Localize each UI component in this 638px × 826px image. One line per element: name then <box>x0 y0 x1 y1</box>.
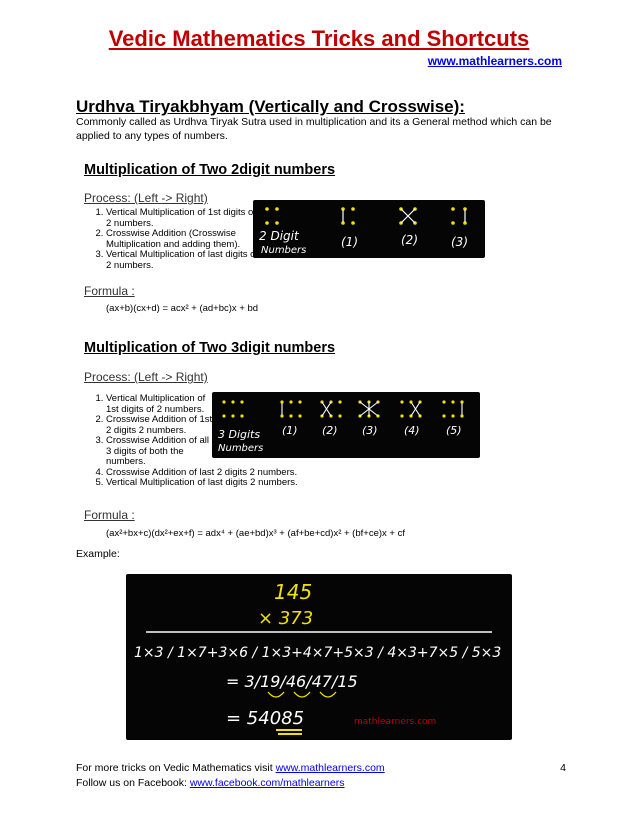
pattern-1 <box>280 400 301 417</box>
example-board <box>126 574 512 740</box>
example-watermark: mathlearners.com <box>354 717 437 727</box>
pattern-5 <box>442 400 463 417</box>
footer-text: Follow us on Facebook: <box>76 777 190 789</box>
two-digit-heading: Multiplication of Two 2digit numbers <box>84 162 336 178</box>
three-digit-heading: Multiplication of Two 3digit numbers <box>84 340 336 356</box>
result-underline <box>276 730 302 734</box>
step-label: (2) <box>322 424 338 437</box>
footer-line-2 <box>76 777 344 789</box>
section-heading: Urdhva Tiryakbhyam (Vertically and Crosswise): <box>76 97 465 116</box>
footer-text: For more tricks on Vedic Mathematics visit <box>76 762 276 774</box>
diagram-caption-2: Numbers <box>261 245 307 256</box>
step-item: 3. Vertical Multiplication of last digits of 2 numbers. <box>106 250 259 271</box>
footer-facebook-link[interactable]: www.facebook.com/mathlearners <box>189 777 345 789</box>
two-digit-diagram <box>253 200 485 258</box>
diagram-caption-2: Numbers <box>218 443 264 454</box>
step-label: (4) <box>404 424 420 437</box>
example-partials: = 3/19/46/47/15 <box>226 672 358 691</box>
pattern-1 <box>341 207 355 225</box>
example-multiplier: × 373 <box>258 608 314 629</box>
step-label: (1) <box>341 235 358 249</box>
diagram-caption-1: 2 Digit <box>259 229 299 243</box>
pattern-4 <box>400 400 421 417</box>
step-label: (5) <box>446 424 462 437</box>
two-digit-process-label: Process: (Left -> Right) <box>84 191 208 205</box>
example-expansion: 1×3 / 1×7+3×6 / 1×3+4×7+5×3 / 4×3+7×5 / 5×3 <box>134 645 502 661</box>
dots-pair-0 <box>265 207 279 225</box>
footer-line-1 <box>76 762 385 774</box>
three-digit-formula-label: Formula : <box>84 508 135 522</box>
step-item: 5. Vertical Multiplication of last digits 2 numbers. <box>106 478 334 489</box>
step-label: (2) <box>401 233 418 247</box>
three-digit-formula: (ax²+bx+c)(dx²+ex+f) = adx⁴ + (ae+bd)x³ + (af+be+cd)x² + (bf+ce)x + cf <box>106 528 405 539</box>
two-digit-steps <box>84 208 259 271</box>
diagram-caption-1: 3 Digits <box>218 428 261 441</box>
step-item: 4. Crosswise Addition of last 2 digits 2 numbers. <box>106 468 334 479</box>
three-digit-process-label: Process: (Left -> Right) <box>84 370 208 384</box>
step-label: (1) <box>282 424 298 437</box>
footer-website-link[interactable]: www.mathlearners.com <box>275 762 385 774</box>
step-label: (3) <box>451 235 468 249</box>
document-title: Vedic Mathematics Tricks and Shortcuts <box>108 26 530 51</box>
three-digit-diagram <box>212 392 480 458</box>
pattern-2 <box>320 400 341 417</box>
dots-triple-0 <box>222 400 243 417</box>
step-item: 1. Vertical Multiplication of 1st digits of 2 numbers. <box>106 208 259 229</box>
step-item: 2. Crosswise Addition (Crosswise Multiplication and adding them). <box>106 229 259 250</box>
step-item: 1. Vertical Multiplication of 1st digits of 2 numbers. <box>106 394 216 415</box>
two-digit-formula-label: Formula : <box>84 284 135 298</box>
example-result: = 54085 <box>226 708 305 729</box>
step-item: 3. Crosswise Addition of all 3 digits of both the numbers. <box>106 436 216 468</box>
pattern-3 <box>358 400 379 417</box>
example-multiplicand: 145 <box>274 580 313 604</box>
page-number: 4 <box>560 762 566 774</box>
step-item: 2. Crosswise Addition of 1st 2 digits 2 numbers. <box>106 415 216 436</box>
step-label: (3) <box>362 424 378 437</box>
pattern-3 <box>451 207 467 225</box>
pattern-2 <box>399 207 417 225</box>
two-digit-formula: (ax+b)(cx+d) = acx² + (ad+bc)x + bd <box>106 303 259 314</box>
example-label: Example: <box>76 548 120 560</box>
section-intro: Commonly called as Urdhva Tiryak Sutra used in multiplication and its a General method which can be applied to any types of numbers. <box>76 116 552 142</box>
website-link[interactable]: www.mathlearners.com <box>427 54 562 68</box>
carry-arrows <box>268 692 336 697</box>
